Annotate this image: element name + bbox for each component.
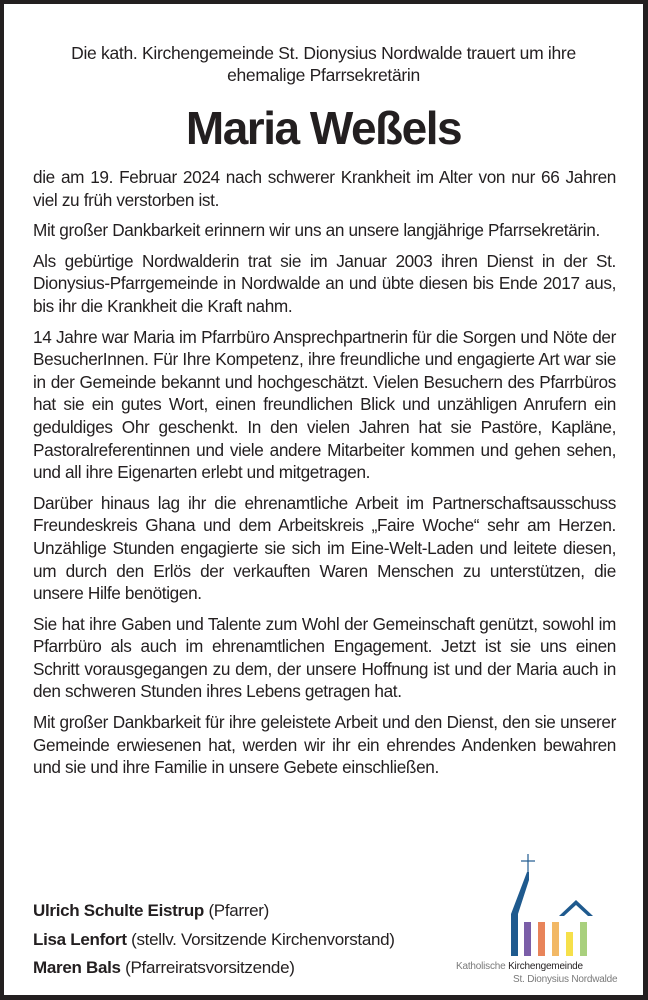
paragraph: Darüber hinaus lag ihr die ehrenamtliche Arbeit im Partnerschaftsausschuss Freundeskreis Ghana und dem Arbeitskreis „Faire Woche“ sehr am Herzen. Unzählige Stunden engagierte sie sich im Eine-Welt-Laden und leitete diesen, um durch den Erlös der verkauften Waren Menschen zu unterstützen, die unsere Hilfe benötigen. xyxy=(33,492,616,604)
parish-logo xyxy=(456,852,626,992)
paragraph: 14 Jahre war Maria im Pfarrbüro Ansprechpartnerin für die Sorgen und Nöte der BesucherInnen. Für Ihre Kompetenz, ihre freundliche und engagierte Art war sie in der Gemeinde bekannt und hochgeschätzt. Vielen Besuchern des Pfarrbüros hat sie ein gutes Wort, einen freundlichen Blick und unzähligen Anrufern ein geduldiges Ohr geschenkt. In den vielen Jahren hat sie Pastöre, Kapläne, Pastoralreferentinnen und viele andere Mitarbeiter kommen und gehen sehen, und all ihre Eigenarten erlebt und mitgetragen. xyxy=(33,326,616,483)
church-logo-icon xyxy=(456,852,626,960)
signatory xyxy=(33,926,395,955)
bar-green xyxy=(580,922,587,956)
signatory-name: Ulrich Schulte Eistrup xyxy=(33,901,204,920)
signatory-name: Maren Bals xyxy=(33,958,121,977)
signatory xyxy=(33,897,395,926)
paragraph: Sie hat ihre Gaben und Talente zum Wohl der Gemeinschaft genützt, sowohl im Pfarrbüro als auch im ehrenamtlichen Engagement. Jetzt ist sie uns einen Schritt vorausgegangen zu dem, der unsere Hoffnung ist und der Maria auch in den schweren Stunden ihres Lebens getragen hat. xyxy=(33,613,616,702)
signatory-role: (Pfarrer) xyxy=(208,901,270,920)
signatories xyxy=(33,897,395,983)
signatory-role: (stellv. Vorsitzende Kirchenvorstand) xyxy=(131,929,395,949)
paragraph: Mit großer Dankbarkeit für ihre geleistete Arbeit und den Dienst, den sie unserer Gemeinde erwiesenen hat, werden wir ihr ein ehrendes Andenken bewahren und sie und ihre Familie in unsere Gebete einschließen. xyxy=(33,712,616,778)
signatory-role: (Pfarreiratsvorsitzende) xyxy=(125,958,295,977)
intro-line-1: Die kath. Kirchengemeinde St. Dionysius Nordwalde trauert um ihre xyxy=(71,43,576,63)
logo-text-line-1: Katholische Kirchengemeinde xyxy=(456,961,583,972)
roof-icon xyxy=(559,900,593,916)
bar-light-orange xyxy=(552,922,559,956)
paragraph: die am 19. Februar 2024 nach schwerer Krankheit im Alter von nur 66 Jahren viel zu früh verstorben ist. xyxy=(33,167,616,210)
bar-orange xyxy=(538,922,545,956)
obituary-notice xyxy=(4,4,643,995)
paragraph: Mit großer Dankbarkeit erinnern wir uns an unsere langjährige Pfarrsekretärin. xyxy=(33,220,600,241)
intro-text xyxy=(24,42,623,86)
bar-yellow xyxy=(566,932,573,956)
logo-text-line-2: St. Dionysius Nordwalde xyxy=(513,974,618,985)
signatory-name: Lisa Lenfort xyxy=(33,929,127,949)
bar-purple xyxy=(524,922,531,956)
paragraph: Als gebürtige Nordwalderin trat sie im Januar 2003 ihren Dienst in der St. Dionysius-Pfarrgemeinde in Nordwalde an und übte diesen bis Ende 2017 aus, bis ihr die Krankheit die Kraft nahm. xyxy=(33,250,616,316)
signatory xyxy=(33,954,395,983)
intro-line-2: ehemalige Pfarrsekretärin xyxy=(227,65,420,85)
obituary-body xyxy=(33,166,616,787)
deceased-name: Maria Weßels xyxy=(185,102,462,154)
